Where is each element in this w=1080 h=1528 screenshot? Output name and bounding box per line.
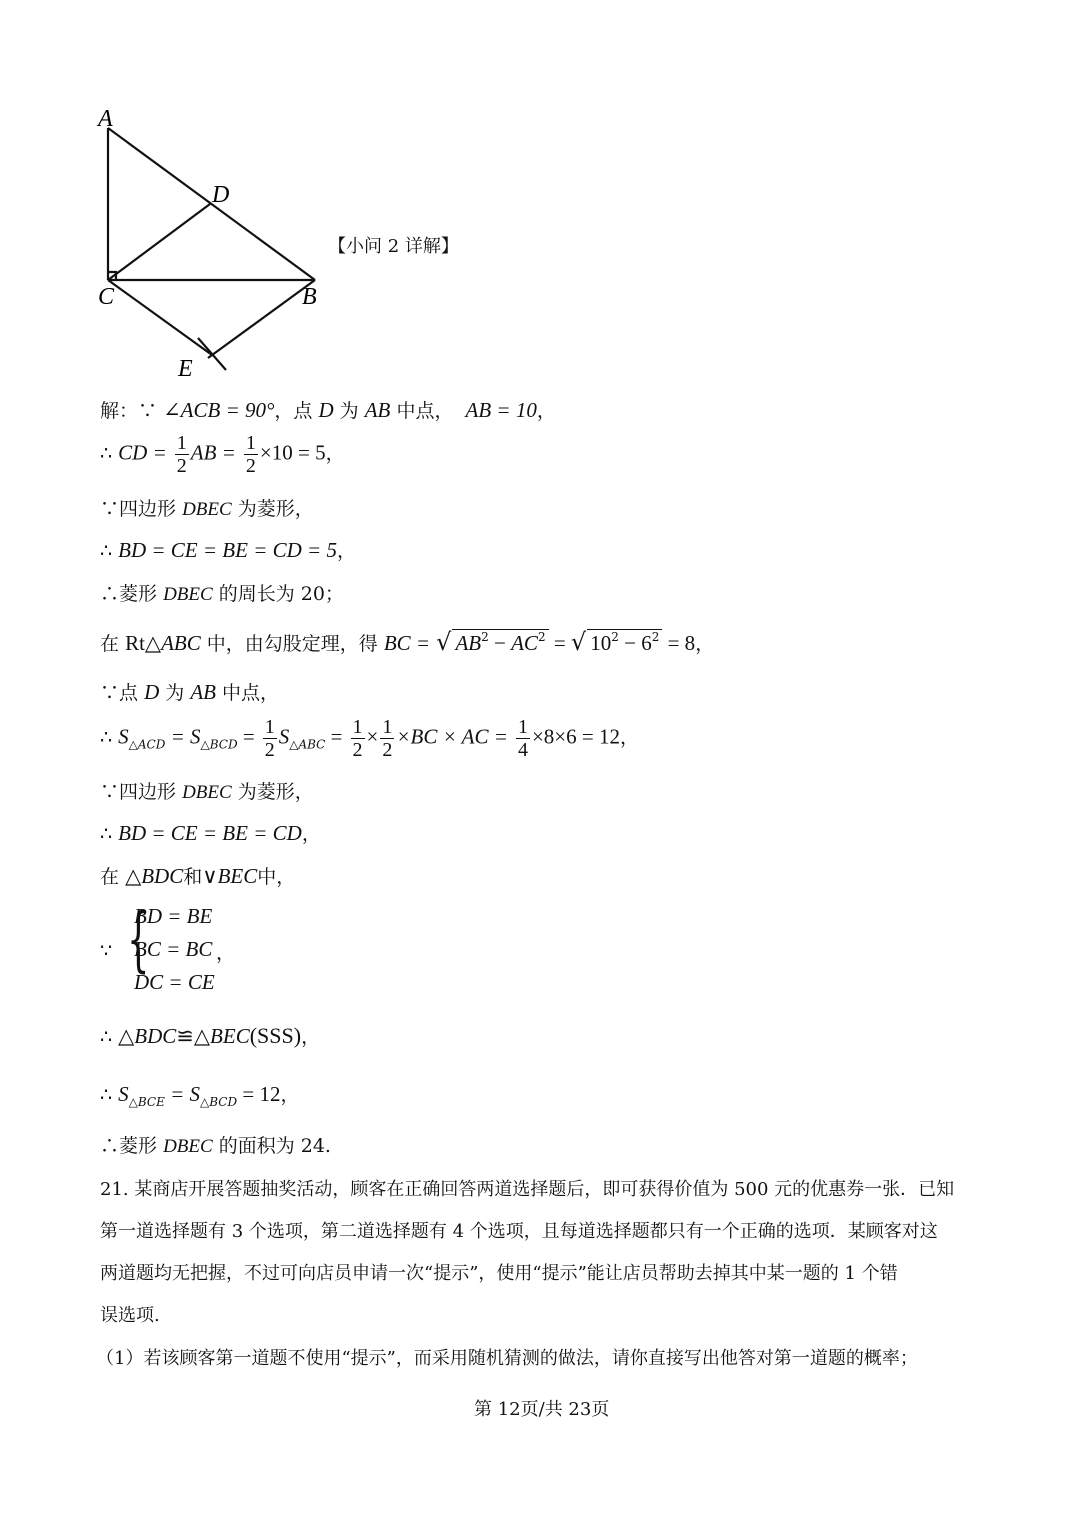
solution-line-10 (100, 819, 321, 846)
math: = S (165, 724, 201, 749)
label-b: B (302, 284, 317, 310)
text: ∵四边形 (100, 498, 177, 520)
text: ∵点 (100, 682, 139, 704)
solution-line-8 (100, 716, 639, 761)
numerator: 1 (264, 716, 275, 738)
question-21-line-3: 两道题均无把握，不过可向店员申请一次“提示”，使用“提示”能让店员帮助去掉其中某一题的 1 个错 (100, 1263, 898, 1284)
text: ∵ (100, 940, 113, 962)
text: ， (216, 942, 236, 964)
math: BD = CE = BE = CD (118, 821, 302, 845)
denominator: 2 (245, 455, 256, 477)
denominator: 2 (382, 739, 393, 761)
math: = (548, 631, 571, 655)
math: BC = (383, 631, 431, 655)
fraction (516, 716, 530, 761)
math: (SSS) (249, 1023, 302, 1048)
text: 解：∵ (100, 400, 158, 422)
math: AB (455, 631, 482, 655)
math: △BDC (118, 1024, 177, 1048)
math: CD = (118, 440, 167, 465)
fraction (351, 716, 365, 761)
math: = (237, 724, 255, 749)
text: ，点 (274, 400, 313, 422)
fraction (244, 432, 258, 477)
text: ， (619, 726, 639, 749)
numerator: 1 (517, 716, 528, 738)
text: ∴ (100, 540, 113, 562)
denominator: 2 (264, 739, 275, 761)
math: AB (364, 398, 391, 422)
text: ∴ (100, 726, 113, 749)
section-title: 【小问 2 详解】 (328, 236, 459, 257)
subscript: △BCD (200, 737, 238, 752)
solution-line-1 (100, 396, 556, 423)
arc-mark-1 (198, 338, 226, 370)
sqrt-body (452, 629, 548, 656)
numerator: 1 (245, 432, 256, 454)
solution-line-9 (100, 777, 314, 804)
math: S (118, 724, 129, 749)
math: 10 (590, 631, 612, 655)
math: = S (164, 1082, 201, 1106)
math: S (278, 724, 290, 749)
text: ， (695, 633, 715, 655)
denominator: 2 (176, 455, 187, 477)
text: 的周长为 20； (218, 583, 344, 605)
text: 在 (100, 866, 120, 888)
math: AB = (190, 440, 236, 465)
text: 和 (183, 866, 203, 888)
exponent: 2 (537, 630, 546, 644)
denominator: 2 (352, 739, 363, 761)
solution-line-5 (100, 579, 344, 606)
sqrt-sign: √ (436, 628, 452, 656)
math: △BDC (125, 864, 184, 888)
sqrt-body (587, 629, 662, 656)
segment-be (208, 280, 315, 358)
text: ∴菱形 (100, 1135, 158, 1157)
math: ∠ACB = 90° (163, 398, 275, 422)
solution-line-13 (100, 1022, 320, 1049)
subscript: △ACD (128, 737, 166, 752)
numerator: 1 (382, 716, 393, 738)
text: ∴ (100, 1084, 113, 1106)
numerator: 1 (176, 432, 187, 454)
subscript: △BCE (128, 1095, 165, 1109)
text: ∴ (100, 1026, 113, 1048)
text: 中点， (396, 400, 454, 422)
math: ABC (161, 631, 201, 655)
solution-line-4 (100, 536, 356, 563)
text: 为 (165, 682, 185, 704)
segment-cd (108, 204, 210, 280)
text: ， (301, 1026, 321, 1048)
page-footer: 第 12页/共 23页 (474, 1399, 610, 1420)
math: DBEC (163, 584, 213, 605)
fraction (175, 432, 189, 477)
math: BD = BE (134, 904, 213, 928)
math: ≌ (176, 1024, 194, 1048)
text: 为 (339, 400, 359, 422)
math: DBEC (182, 782, 232, 803)
math: AB (190, 680, 216, 704)
math: − 6 (618, 631, 652, 655)
text: ， (301, 823, 321, 845)
text: ∵四边形 (100, 781, 177, 803)
math: D (318, 398, 334, 422)
sqrt-sign: √ (570, 628, 587, 656)
solution-line-11 (100, 862, 295, 889)
math: ×10 = 5 (259, 440, 326, 465)
math: Rt△ (125, 631, 162, 655)
solution-line-3 (100, 494, 314, 521)
math: AB = 10 (465, 398, 537, 422)
math: = 12 (237, 1082, 281, 1106)
left-brace: { (127, 898, 150, 980)
solution-line-2 (100, 432, 345, 477)
text: 中， (257, 866, 296, 888)
fraction (380, 716, 394, 761)
exponent: 2 (651, 630, 660, 644)
math: D (144, 680, 160, 704)
text: ∴菱形 (100, 583, 158, 605)
label-c: C (98, 284, 115, 310)
math: BD = CE = BE = CD = 5 (118, 538, 337, 562)
subscript: △BCD (200, 1095, 238, 1109)
text: ∴ (100, 823, 113, 845)
geometry-figure (90, 100, 350, 390)
math: DC = CE (134, 970, 215, 994)
solution-line-6 (100, 628, 714, 656)
text: ， (336, 540, 356, 562)
label-a: A (98, 106, 113, 132)
question-21-part-1: （1）若该顾客第一道题不使用“提示”，而采用随机猜测的做法，请你直接写出他答对第一道题的概率； (96, 1348, 918, 1369)
math: AC (511, 631, 538, 655)
math: BC = BC (134, 937, 213, 961)
math: = (325, 724, 343, 749)
math: △BEC (193, 1024, 250, 1048)
text: ， (325, 442, 345, 465)
math: ∨BEC (202, 864, 258, 888)
text: 为菱形， (237, 498, 314, 520)
fraction (263, 716, 277, 761)
solution-line-7 (100, 678, 279, 705)
exponent: 2 (611, 630, 619, 644)
segment-ce (108, 280, 212, 355)
solution-line-15 (100, 1131, 331, 1158)
math: DBEC (163, 1136, 213, 1157)
question-21-line-1: 21. 某商店开展答题抽奖活动，顾客在正确回答两道选择题后，即可获得价值为 500 元的优惠券一张．已知 (100, 1179, 955, 1200)
math: = 8 (662, 631, 696, 655)
subscript: △ABC (289, 737, 326, 752)
solution-line-14 (100, 1080, 299, 1109)
denominator: 4 (517, 739, 528, 761)
text: 的面积为 24. (218, 1135, 331, 1157)
label-e: E (178, 356, 193, 382)
exponent: 2 (481, 630, 489, 644)
math: S (118, 1082, 129, 1106)
text: 为菱形， (237, 781, 314, 803)
math: × (366, 724, 379, 749)
text: ∴ (100, 442, 113, 465)
math: ×8×6 = 12 (531, 724, 620, 749)
text: 在 (100, 633, 120, 655)
text: ， (280, 1084, 300, 1106)
question-21-line-4: 误选项. (100, 1305, 160, 1326)
math: DBEC (182, 499, 232, 520)
math: ×BC × AC = (396, 724, 508, 749)
text: ， (536, 400, 556, 422)
math: − (488, 631, 512, 655)
text: 中点， (222, 682, 280, 704)
numerator: 1 (352, 716, 363, 738)
label-d: D (212, 182, 230, 208)
question-21-line-2: 第一道选择题有 3 个选项，第二道选择题有 4 个选项，且每道选择题都只有一个正确的选项．某顾客对这 (100, 1221, 938, 1242)
text: 中，由勾股定理，得 (206, 633, 378, 655)
